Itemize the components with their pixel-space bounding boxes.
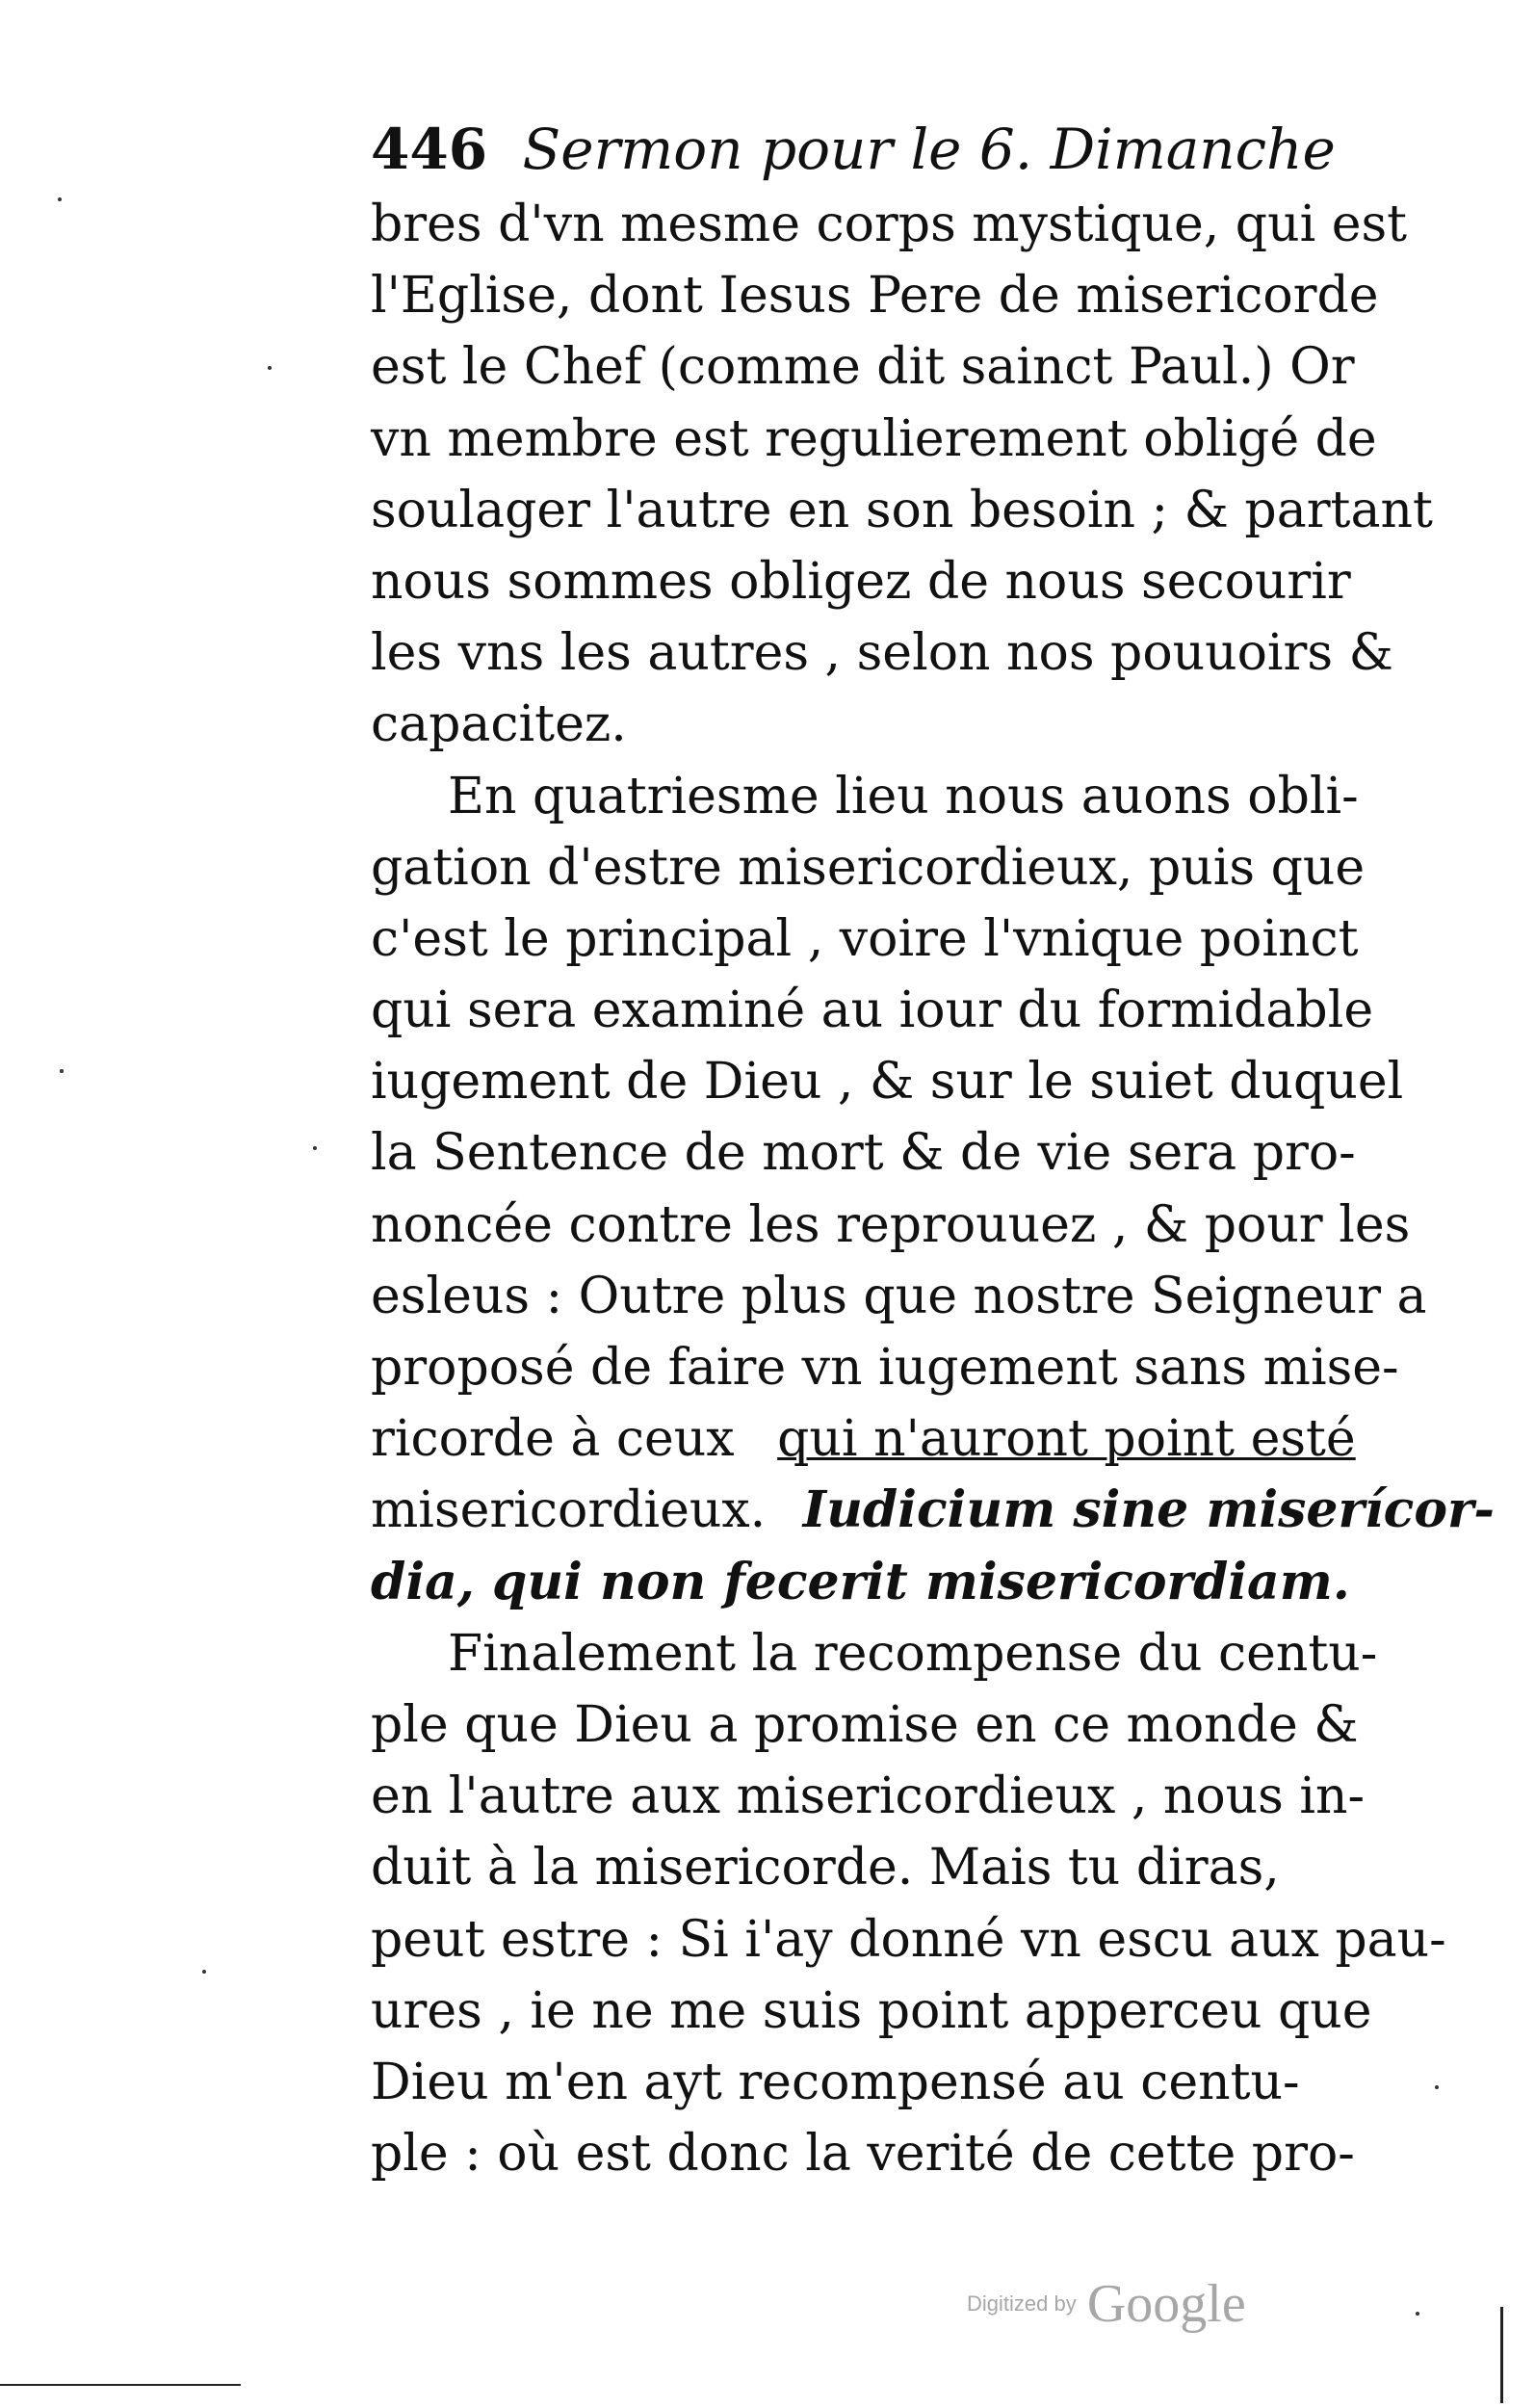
paragraph-start-line: Finalement la recompense du centu- (448, 1624, 1378, 1683)
text-line: en l'autre aux misericordieux , nous in- (371, 1767, 1366, 1826)
latin-quote-line: dia, qui non fecerit misericordiam. (371, 1552, 1350, 1611)
text-line: vn membre est regulierement obligé de (371, 409, 1377, 468)
ink-speck (313, 1146, 317, 1150)
text-line: les vns les autres , selon nos pouuoirs & (371, 624, 1393, 683)
paragraph-start-line: En quatriesme lieu nous auons obli- (448, 767, 1359, 825)
text-line: gation d'estre misericordieux, puis que (371, 838, 1366, 897)
text-line: noncée contre les reprouuez , & pour les (371, 1195, 1411, 1254)
text-line (371, 1403, 1449, 1475)
ink-speck (1416, 2312, 1419, 2316)
ink-speck (58, 197, 62, 201)
text-line: nous sommes obligez de nous secourir (371, 552, 1351, 611)
latin-quote: Iudicium sine miserícor- (802, 1480, 1495, 1540)
text-line: qui sera examiné au iour du formidable (371, 982, 1374, 1040)
text-line: bres d'vn mesme corps mystique, qui est (371, 196, 1408, 253)
text-line: esleus : Outre plus que nostre Seigneur a (371, 1267, 1427, 1325)
text-line: l'Eglise, dont Iesus Pere de misericorde (371, 267, 1379, 326)
text-line: ple que Dieu a promise en ce monde & (371, 1695, 1359, 1754)
ink-speck (268, 366, 272, 370)
text-line: capacitez. (371, 695, 627, 754)
text-line: peut estre : Si i'ay donné vn escu aux pau- (371, 1910, 1446, 1969)
body-text (371, 189, 1495, 2189)
ink-speck (60, 1069, 64, 1073)
text-line: la Sentence de mort & de vie sera pro- (371, 1124, 1356, 1183)
line-start: ricorde à ceux (371, 1410, 735, 1469)
text-line: iugement de Dieu , & sur le suiet duquel (371, 1053, 1404, 1112)
text-line: proposé de faire vn iugement sans mise- (371, 1339, 1399, 1397)
underlined-phrase: qui n'auront point esté (777, 1410, 1356, 1469)
page-number: 446 (371, 117, 488, 182)
digitized-watermark (967, 2273, 1246, 2335)
page-edge-line-bottom (0, 2384, 241, 2386)
text-line: ple : où est donc la verité de cette pro- (371, 2125, 1355, 2184)
text-line: duit à la misericorde. Mais tu diras, (371, 1839, 1280, 1898)
text-line: c'est le principal , voire l'vnique poinct (371, 909, 1359, 968)
text-line: ures , ie ne me suis point apperceu que (371, 1981, 1372, 2040)
page-header (371, 106, 1334, 193)
ink-speck (202, 1970, 206, 1974)
digitized-by-label: Digitized by (967, 2291, 1077, 2316)
google-logo: Google (1086, 2274, 1246, 2334)
page-edge-line-right (1500, 2307, 1503, 2403)
line-start: misericordieux. (371, 1481, 767, 1540)
text-line: soulager l'autre en son besoin ; & partant (371, 481, 1433, 539)
ink-speck (1435, 2085, 1439, 2089)
text-line: est le Chef (comme dit sainct Paul.) Or (371, 338, 1355, 397)
text-line: Dieu m'en ayt recompensé au centu- (371, 2053, 1300, 2111)
running-title: Sermon pour le 6. Dimanche (522, 117, 1336, 182)
text-line (371, 1475, 1495, 1546)
